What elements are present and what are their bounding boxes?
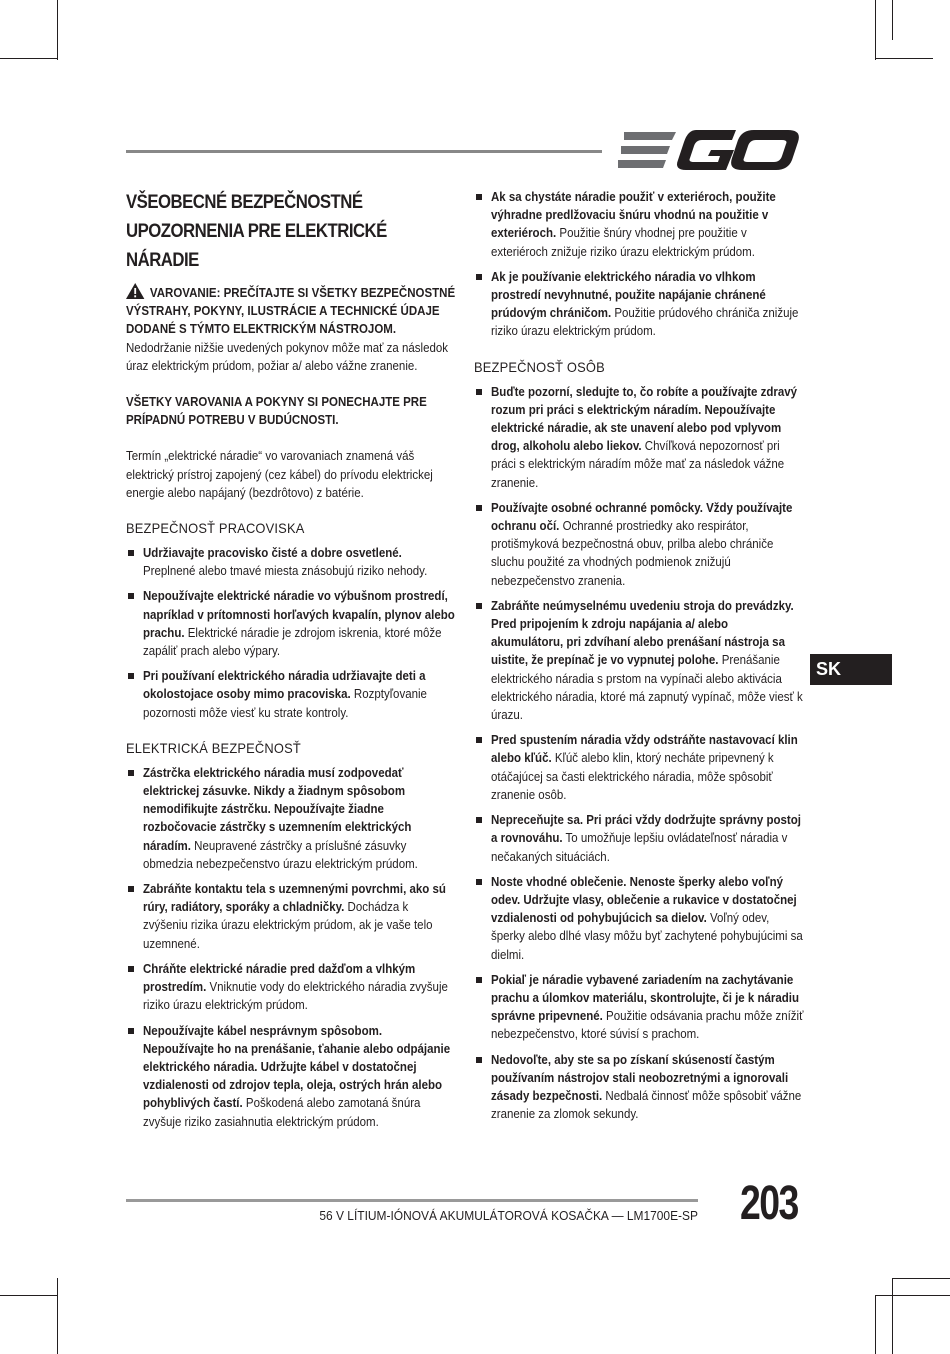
- bullet-square-icon: [476, 977, 482, 983]
- bullet-square-icon: [128, 886, 134, 892]
- item-text: Voľný odev, šperky alebo dlhé vlasy môžu byť zachytené pohybujúcimi sa dielmi.: [491, 911, 803, 962]
- list-item: [474, 873, 804, 964]
- header-rule: [126, 150, 602, 153]
- bullet-square-icon: [476, 194, 482, 200]
- bullet-square-icon: [476, 817, 482, 823]
- list-item: [474, 383, 804, 492]
- warning-paragraph: [126, 283, 455, 375]
- item-bold: Pred spustením náradia vždy odstráňte nastavovací klin alebo kľúč.: [491, 733, 798, 766]
- item-text: Kľúč alebo klin, ktorý necháte pripevnený k otáčajúcej sa časti elektrického náradia, môže spôsobiť zranenie osôb.: [491, 751, 774, 802]
- item-bold: Nepoužívajte elektrické náradie vo výbušnom prostredí, napríklad v prítomnosti horľavých kvapalín, plynov alebo prachu.: [143, 589, 455, 640]
- item-text: Preplnené alebo tmavé miesta znásobujú riziko nehody.: [143, 564, 428, 579]
- list-item: [126, 544, 456, 580]
- item-text: Dochádza k zvýšeniu rizika úrazu elektrickým prúdom, ak je vaše telo uzemnené.: [143, 900, 433, 951]
- crop-mark: [892, 0, 893, 40]
- bullet-square-icon: [128, 770, 134, 776]
- bullet-square-icon: [128, 966, 134, 972]
- crop-mark: [57, 1278, 58, 1354]
- crop-mark: [57, 0, 58, 60]
- item-bold: Používajte osobné ochranné pomôcky. Vždy používajte ochranu očí.: [491, 500, 793, 534]
- bullet-square-icon: [476, 879, 482, 885]
- footer-rule: [126, 1199, 698, 1202]
- item-bold: Nedovoľte, aby ste sa po získaní skúseností častým používaním nástrojov stali neobozretnými a ignorovali zásady bezpečnosti.: [491, 1052, 789, 1103]
- list-item: [474, 731, 804, 804]
- list-item: [474, 499, 804, 590]
- item-text: Chvíľková nepozornosť pri práci s elektrickým náradím môže mať za následok vážne zranenie.: [491, 439, 785, 490]
- item-text: Prenášanie elektrického náradia s prstom na vypínači alebo aktivácia elektrického náradia, ktoré má zapnutý vypínač, môže viesť k úrazu.: [491, 653, 803, 723]
- item-bold: Ak sa chystáte náradie použiť v exteriéroch, použite výhradne predlžovaciu šnúru vhodnú na použitie v exteriéroch.: [491, 190, 776, 241]
- item-bold: Nepreceňujte sa. Pri práci vždy dodržujte správny postoj a rovnováhu.: [491, 813, 801, 846]
- item-bold: Udržiavajte pracovisko čisté a dobre osvetlené.: [143, 546, 402, 561]
- list-item: [126, 880, 456, 953]
- section-heading-work-area: BEZPEČNOSŤ PRACOVISKA: [126, 520, 305, 537]
- left-column: [126, 188, 456, 1138]
- page-title: VŠEOBECNÉ BEZPEČNOSTNÉ UPOZORNENIA PRE ELEKTRICKÉ NÁRADIE: [126, 191, 387, 271]
- item-text: Nedbalá činnosť môže spôsobiť vážne zranenie za zlomok sekundy.: [491, 1088, 802, 1122]
- item-bold: Zástrčka elektrického náradia musí zodpovedať elektrickej zásuvke. Nikdy a žiadnym spôsobom nemodifikujte zástrčku. Nepoužívajte žiadne rozbočovacie zástrčky s uzemnením elektrických náradím.: [143, 765, 412, 853]
- item-text: Poškodená alebo zamotaná šnúra zvyšuje riziko zasiahnutia elektrickým prúdom.: [143, 1096, 421, 1129]
- item-bold: Buďte pozorní, sledujte to, čo robíte a používajte zdravý rozum pri práci s elektrickým náradím. Nepoužívajte elektrické náradie, ak ste unavení alebo pod vplyvom drog, alkoholu alebo liekov.: [491, 384, 798, 454]
- crop-mark: [875, 0, 876, 60]
- item-bold: Pri používaní elektrického náradia udržiavajte deti a okolostojace osoby mimo pracoviska.: [143, 669, 426, 702]
- bullet-square-icon: [476, 1057, 482, 1063]
- item-bold: Chráňte elektrické náradie pred dažďom a vlhkým prostredím.: [143, 961, 416, 995]
- item-bold: Ak je používanie elektrického náradia vo vlhkom prostredí nevyhnutné, použite napájanie chránené prúdovým chráničom.: [491, 269, 766, 321]
- language-tab: SK: [810, 654, 892, 685]
- list-item: [474, 597, 804, 724]
- warning-triangle-icon: [126, 283, 144, 299]
- item-bold: Noste vhodné oblečenie. Nenoste šperky alebo voľný odev. Udržujte vlasy, oblečenie a rukavice v dostatočnej vzdialenosti od pohybujúcich sa dielov.: [491, 874, 797, 926]
- keep-note: [126, 393, 455, 429]
- item-text: Použitie odsávania prachu môže znížiť nebezpečenstvo, ktoré súvisí s prachom.: [491, 1009, 804, 1042]
- keep-note-text: VŠETKY VAROVANIA A POKYNY SI PONECHAJTE PRE PRÍPADNÚ POTREBU V BUDÚCNOSTI.: [126, 395, 427, 428]
- crop-mark: [0, 58, 58, 59]
- list-item: [474, 268, 804, 341]
- list-item: [474, 811, 804, 866]
- item-text: Ochranné prostriedky ako respirátor, protišmyková bezpečnostná obuv, prilba alebo chrániče sluchu použité za vhodných podmienok znižujú nebezpečenstvo zranenia.: [491, 519, 774, 588]
- item-text: Použitie šnúry vhodnej pre použitie v exteriéroch znižuje riziko úrazu elektrickým prúdom.: [491, 226, 755, 259]
- crop-mark: [875, 1295, 876, 1354]
- list-item: [126, 764, 456, 873]
- list-item: [474, 971, 804, 1044]
- item-text: Použitie prúdového chrániča znižuje riziko úrazu elektrickým prúdom.: [491, 306, 799, 339]
- warning-bold: VAROVANIE: PREČÍTAJTE SI VŠETKY BEZPEČNOSTNÉ VÝSTRAHY, POKYNY, ILUSTRÁCIE A TECHNICKÉ ÚDAJE DODANÉ S TÝMTO ELEKTRICKÝM NÁSTROJOM.: [126, 286, 456, 337]
- warning-text: Nedodržanie nižšie uvedených pokynov môže mať za následok úraz elektrickým prúdom, požiar a/ alebo vážne zranenie.: [126, 340, 449, 373]
- section-heading-personal: BEZPEČNOSŤ OSÔB: [474, 358, 605, 375]
- list-item: [474, 1051, 804, 1124]
- bullet-square-icon: [128, 673, 134, 679]
- ego-logo: [618, 128, 800, 172]
- bullet-square-icon: [128, 1028, 134, 1034]
- footer-product-title: 56 V LÍTIUM-IÓNOVÁ AKUMULÁTOROVÁ KOSAČKA — LM1700E-SP: [319, 1208, 698, 1223]
- term-note: Termín „elektrické náradie“ vo varovaniach znamená váš elektrický prístroj zapojený (cez kábel) do prívodu elektrickej energie alebo napájaný (bezdrôtovo) z batérie.: [126, 449, 433, 500]
- bullet-square-icon: [476, 505, 482, 511]
- bullet-square-icon: [128, 550, 134, 556]
- item-bold: Zabráňte neúmyselnému uvedeniu stroja do prevádzky. Pred pripojením k zdroju napájania a/ alebo akumulátoru, pri zdvíhaní alebo prenášaní nástroja sa uistite, že prepínač je vo vypnutej polohe.: [491, 598, 794, 668]
- list-item: [474, 188, 804, 261]
- page-number: 203: [740, 1177, 798, 1230]
- item-text: To umožňuje lepšiu ovládateľnosť náradia v nečakaných situáciách.: [491, 831, 788, 864]
- crop-mark: [875, 1295, 950, 1296]
- item-bold: Zabráňte kontaktu tela s uzemnenými povrchmi, ako sú rúry, radiátory, sporáky a chladničky.: [143, 882, 446, 915]
- list-item: [126, 1022, 456, 1131]
- list-item: [126, 667, 456, 722]
- item-bold: Nepoužívajte kábel nesprávnym spôsobom. Nepoužívajte ho na prenášanie, ťahanie alebo odpájanie elektrického náradia. Udržujte kábel v dostatočnej vzdialenosti od zdrojov tepla, oleja, ostrých hrán alebo pohyblivých častí.: [143, 1023, 451, 1111]
- bullet-square-icon: [128, 593, 134, 599]
- crop-mark: [0, 1295, 58, 1296]
- item-text: Rozptyľovanie pozornosti môže viesť ku strate kontroly.: [143, 687, 427, 720]
- crop-mark: [875, 58, 933, 59]
- bullet-square-icon: [476, 603, 482, 609]
- bullet-square-icon: [476, 737, 482, 743]
- item-text: Neupravené zástrčky a príslušné zásuvky obmedzia nebezpečenstvo úrazu elektrickým prúdom.: [143, 838, 418, 871]
- bullet-square-icon: [476, 389, 482, 395]
- bullet-square-icon: [476, 274, 482, 280]
- right-column: [474, 188, 804, 1130]
- section-heading-electrical: ELEKTRICKÁ BEZPEČNOSŤ: [126, 739, 301, 756]
- item-bold: Pokiaľ je náradie vybavené zariadením na zachytávanie prachu a úlomkov materiálu, skontrolujte, či je k náradiu správne pripevnené.: [491, 972, 800, 1024]
- item-text: Elektrické náradie je zdrojom iskrenia, ktoré môže zapáliť prach alebo výpary.: [143, 625, 442, 659]
- crop-mark: [892, 1278, 893, 1354]
- list-item: [126, 587, 456, 660]
- crop-mark: [892, 1278, 950, 1279]
- list-item: [126, 960, 456, 1015]
- item-text: Vniknutie vody do elektrického náradia zvyšuje riziko úrazu elektrickým prúdom.: [143, 980, 448, 1013]
